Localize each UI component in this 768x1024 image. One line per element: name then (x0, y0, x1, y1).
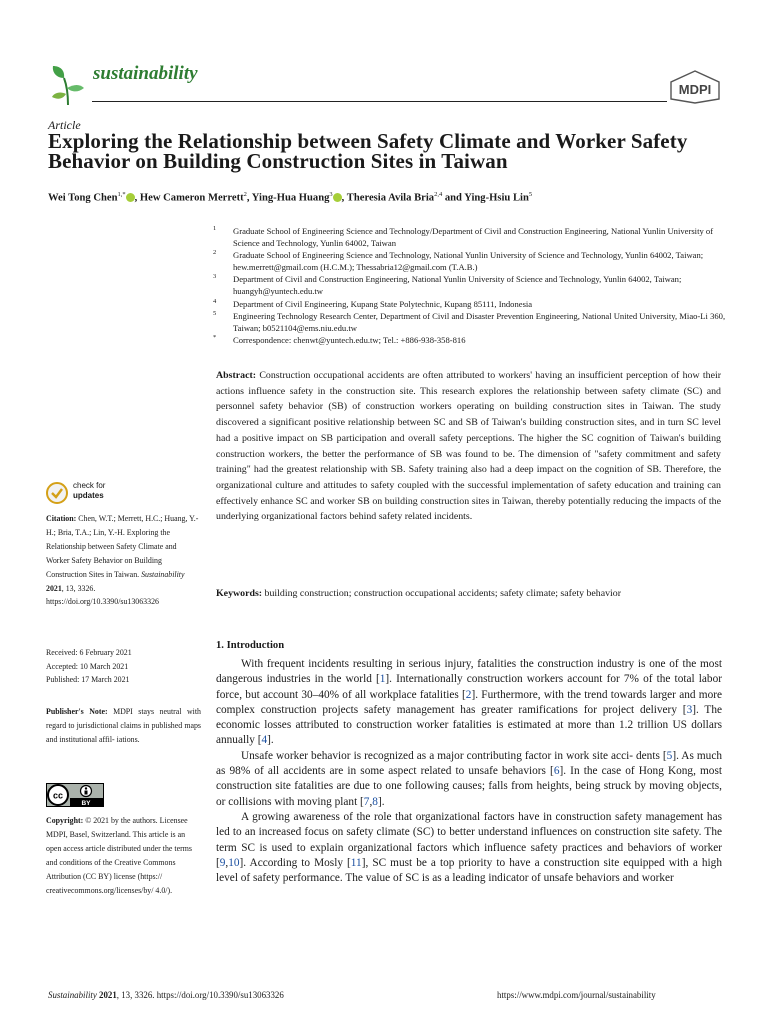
publisher-note-text: MDPI stays neutral with regard to jurisdictional claims in published maps and institutional affil- iations. (46, 707, 201, 744)
abstract-text: Construction occupational accidents are often attributed to workers' having an insufficient perception of how their actions influence safety in the construction site. This research explores the relationship between safety climate (SC) and personnel safety behavior (SB) of construction workers operating on building construction sites in Taiwan. The study discovered a significant positive relationship between SC and SB of Taiwan's building construction sites, and in turn SC level had a positive impact on SB participation and overall safety perceptions. The higher the SC cognition of Taiwan's building construction workers, the better the performance of SB was found to be. The dimension of "safety commitment and safety training" had the greatest relationship with SB. Safety training also had a deep impact on the cognition of SB. Therefore, the organizational culture and attitudes to safety coupled with the successful implementation of safety education and training can effectively enhance SC and worker SB on building construction sites in Taiwan, thereby potentially reducing the impacts of the underlying organizational factors behind safety related incidents. (216, 370, 722, 523)
author-name: Hew Cameron Merrett (139, 192, 244, 204)
affiliation-marker: 3 (213, 273, 217, 281)
keywords-text: building construction; construction occupational accidents; safety climate; safety behavior (264, 588, 622, 599)
intro-text: ]. As much as 98% of all accidents are in some aspect related to unsafe behaviors [ (216, 749, 722, 778)
affiliation-marker: 1 (213, 225, 217, 232)
affiliation-text: Department of Civil Engineering, Kupang State Polytechnic, Kupang 85111, Indonesia (233, 298, 533, 309)
citation-doi[interactable]: , 13, 3326. https://doi.org/10.3390/su13063326 (46, 583, 159, 607)
keywords-label: Keywords: (216, 588, 263, 599)
author-affiliation-marker: 5 (528, 191, 533, 198)
publication-dates (46, 646, 201, 687)
intro-text: ]. (267, 734, 274, 747)
affiliation-item (213, 334, 728, 346)
published-date: Published: 17 March 2021 (46, 675, 130, 685)
intro-text: A growing awareness of the role that organizational factors have in construction safety management has led to an increased focus on safety climate (SC) to better understand influences on construction site safety. The term SC is used to explain organizational factors which influence safety practices and behaviors of worker [ (216, 810, 722, 869)
introduction-body (216, 657, 722, 886)
mdpi-logo (669, 70, 721, 104)
check-updates-icon (46, 482, 68, 504)
author-separator: , (341, 192, 347, 204)
citation-year: 2021 (46, 583, 62, 593)
copyright-block (46, 814, 201, 897)
footer-year: 2021 (99, 990, 117, 1000)
footer-journal-url[interactable]: https://www.mdpi.com/journal/sustainability (497, 990, 656, 1000)
affiliation-marker: 5 (213, 309, 217, 317)
intro-text: ]. (377, 795, 385, 808)
footer-citation (48, 990, 284, 1000)
author-affiliation-marker: 2,4 (434, 191, 443, 198)
check-updates-line2: updates (73, 491, 104, 500)
author-affiliation-marker: 2 (243, 191, 247, 198)
received-date: Received: 6 February 2021 (46, 648, 132, 657)
intro-text: With frequent incidents resulting in serious injury, fatalities the construction industry is one of the most dangerous industries in the world [ (216, 658, 722, 686)
affiliation-item (213, 249, 728, 273)
affiliation-item (213, 310, 728, 334)
publisher-name: MDPI (678, 82, 712, 97)
publisher-note-label: Publisher's Note: (46, 707, 108, 716)
intro-text: ]. The economic losses attributed to construction worker fatalities is estimated at more than 1.2 trillion US dollars annually [ (216, 703, 722, 747)
intro-paragraph (216, 657, 722, 749)
citation-journal: Sustainability (141, 569, 185, 579)
footer-doi[interactable]: , 13, 3326. https://doi.org/10.3390/su13063326 (116, 990, 284, 1000)
abstract (216, 368, 721, 525)
header-divider (92, 101, 667, 102)
journal-name: sustainability (93, 63, 198, 84)
copyright-label: Copyright: (46, 816, 84, 825)
reference-link[interactable]: 11 (350, 856, 362, 869)
reference-link[interactable]: 3 (686, 703, 693, 716)
intro-text: ]. In the case of Hong Kong, most construction site fatalities are due to one following causes; falls from heights, being struck by moving objects, or collisions with moving plant [ (216, 765, 722, 808)
cc-by-label: BY (81, 800, 91, 807)
author-name: Ying-Hsiu Lin (464, 192, 529, 204)
orcid-icon[interactable] (126, 193, 135, 202)
reference-link[interactable]: 9 (219, 856, 226, 869)
affiliation-text: Correspondence: chenwt@yuntech.edu.tw; Tel.: +886-938-358-816 (233, 334, 466, 345)
article-type: Article (48, 118, 81, 132)
reference-link[interactable]: 4 (261, 734, 268, 747)
reference-link[interactable]: 2 (465, 688, 472, 701)
cc-label: cc (52, 790, 64, 801)
intro-text: ]. According to Mosly [ (239, 856, 351, 869)
citation-text: Chen, W.T.; Merrett, H.C.; Huang, Y.-H.; Bria, T.A.; Lin, Y.-H. Exploring the Relationship between Safety Climate and Worker Safety Behavior on Building Construction Sites in Taiwan. (46, 514, 199, 579)
affiliations (213, 225, 728, 346)
abstract-label: Abstract: (216, 370, 257, 381)
intro-text: ]. Furthermore, with the trend towards larger and more complex construction projects safety management has greater ramifications for project delivery [ (216, 688, 722, 716)
copyright-text: © 2021 by the authors. Licensee MDPI, Basel, Switzerland. This article is an open access article distributed under the terms and conditions of the Creative Commons Attribution (CC BY) license (https:// creativecommons.org/licenses/by/ 4.0/). (46, 816, 192, 895)
affiliation-text: Graduate School of Engineering Science and Technology/Department of Civil and Construction Engineering, National Yunlin University of Science and Technology, Yunlin 64002, Taiwan (233, 226, 714, 249)
footer-journal: Sustainability (48, 990, 97, 1000)
reference-link[interactable]: 10 (228, 856, 240, 869)
reference-link[interactable]: 7 (363, 795, 370, 808)
intro-text: ], SC must be a top priority to have a construction site equipped with a high level of safety performance. The value of SC is as a leading indicator of unsafe behaviors and worker (216, 856, 722, 885)
reference-link[interactable]: 6 (553, 765, 560, 778)
reference-link[interactable]: 5 (666, 749, 673, 762)
author-name: Ying-Hua Huang (251, 192, 330, 204)
citation-label: Citation: (46, 514, 77, 523)
intro-text: Unsafe worker behavior is recognized as a major contributing factor in work site acci- dents [ (241, 749, 667, 762)
author-affiliation-marker: 3 (329, 191, 333, 198)
author-list (48, 191, 738, 204)
affiliation-marker: * (213, 333, 217, 341)
reference-link[interactable]: 8 (372, 795, 378, 808)
affiliation-text: Graduate School of Engineering Science and Technology, National Yunlin University of Science and Technology, Yunlin 64002, Taiwan; hew.merrett@gmail.com (H.C.M.); Thessabria12@gmail.com (T.A.B.) (233, 250, 704, 273)
affiliation-item (213, 298, 728, 310)
author-affiliation-marker: 1,* (117, 191, 126, 198)
affiliation-marker: 4 (213, 297, 217, 305)
check-updates-line1: check for (73, 481, 106, 490)
section-heading-introduction: 1. Introduction (216, 640, 285, 651)
intro-text: , (225, 856, 229, 869)
author-separator: , (134, 192, 140, 204)
intro-text: ]. Internationally construction workers account for 7% of the total labor force, but account 30–40% of all workplace fatalities [ (216, 673, 722, 701)
cc-by-license-icon[interactable] (46, 783, 104, 807)
affiliation-item (213, 225, 728, 249)
author-separator: and (442, 192, 465, 204)
affiliation-item (213, 273, 728, 297)
author-name: Wei Tong Chen (48, 192, 118, 204)
article-title: Exploring the Relationship between Safety Climate and Worker Safety Behavior on Building Construction Sites in Taiwan (48, 129, 688, 173)
reference-link[interactable]: 1 (379, 673, 386, 686)
author-separator: , (246, 192, 252, 204)
accepted-date: Accepted: 10 March 2021 (46, 661, 129, 671)
leaf-plant-icon (50, 64, 86, 106)
intro-paragraph (216, 810, 722, 886)
publisher-note (46, 705, 201, 747)
affiliation-text: Department of Civil and Construction Engineering, National Yunlin University of Science and Technology, Yunlin 64002, Taiwan; huangyh@yuntech.edu.tw (233, 274, 682, 297)
affiliation-marker: 2 (213, 249, 217, 257)
orcid-icon[interactable] (333, 193, 342, 202)
citation-block (46, 512, 201, 609)
intro-paragraph (216, 749, 722, 810)
intro-text: , (369, 795, 373, 808)
check-for-updates-button[interactable] (46, 480, 206, 508)
affiliation-text: Engineering Technology Research Center, Department of Civil and Disaster Prevention Engineering, National United University, Miao-Li 360, Taiwan; b0521104@ems.niu.edu.tw (233, 310, 726, 333)
author-name: Theresia Avila Bria (346, 192, 435, 204)
keywords (216, 586, 726, 601)
